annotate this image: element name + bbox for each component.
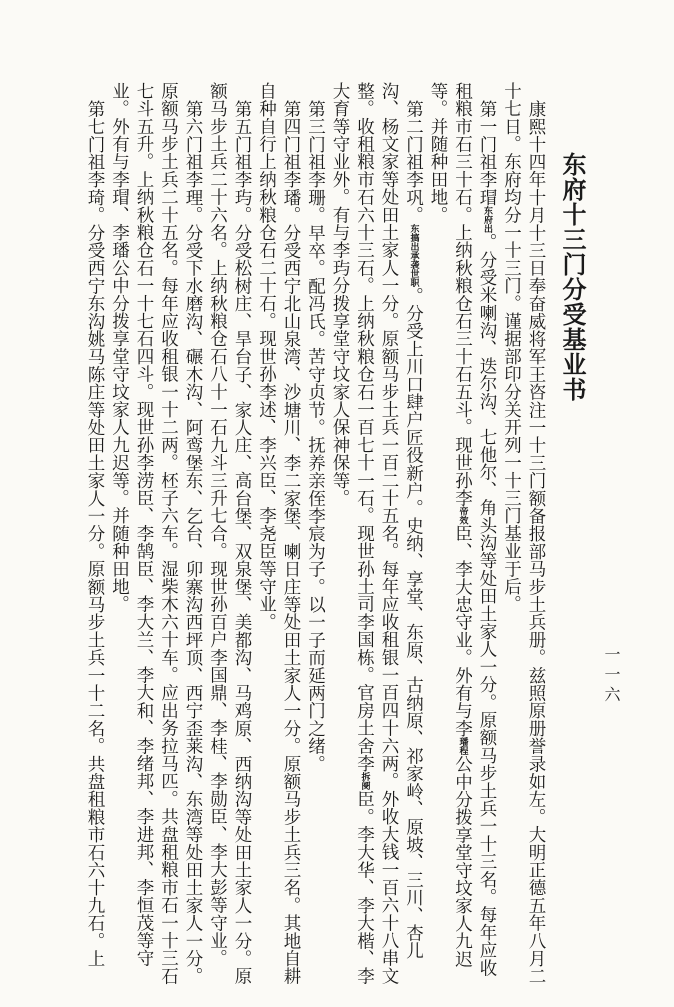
- body-text: [85, 82, 548, 987]
- page-number: 一一六: [602, 646, 621, 706]
- paragraph: [254, 82, 303, 987]
- text-run: 第六门祖李理。分受下水磨沟、碾木沟、阿鸾堡东、乞台、卯寨沟西坪顶、西宁歪莱沟、东湾等处田土家人一分。原额马步土兵二十五名。每年应收租银一十二两。柸子六车。湿柴木六十车。应出务拉马匹。共盘租粮市石一十三石七斗五升。上纳秋粮仓石一十七石四斗。现世孙李涝臣、李鹄臣、李大兰、李大和、李绪邦、李进邦、李恒茂等守业。外有与李瑁、李璠公中分拨享堂守坟家人九迟等。并随种田地。: [109, 82, 203, 985]
- text-run: 第七门祖李琦。分受西宁东沟姚马陈庄等处田土家人一分。原额马步土兵一十二名。共盘租粮市石六十九石。上: [85, 99, 105, 967]
- text-run: 第三门祖李珊。早卒。配冯氏。苦守贞节。抚养亲侄李宸为子。以一子而延两门之绪。: [305, 99, 326, 773]
- text-run: 第一门祖李瑁: [477, 99, 497, 206]
- text-run: 臣。李大华、李大楷、李大育等守业外。有与李玙分拨享堂守坟家人保神保等。: [330, 82, 375, 986]
- paragraph: [499, 82, 548, 987]
- interlinear-note: 帝效: [457, 506, 468, 525]
- text-run: 。分受上川口肆户匠役新户。史纳、享堂、东原、古纳原、祁家岭、原坡、三川、杏儿沟、杨文家等处田土家人一分。原额马步土兵一百二十五名。每年应收租银一百四十六两。外收大钱一百六十八串文整。收租粮市石六十三石。上纳秋粮仓石一百七十一石。现世孙土司李国栋。官房土舍李: [354, 82, 424, 985]
- text-run: 第二门祖李巩。: [403, 99, 424, 224]
- paragraph: [107, 82, 205, 987]
- paragraph: [426, 82, 500, 987]
- text-run: 康熙十四年十月十三日奉奋威将军王咨注一十三门额备报部马步土兵册。兹照原册誉录如左。大明正德五年八月二十七日。东府均分一十三门。谨据部印分关开列一十三门基业于后。: [501, 82, 546, 985]
- paragraph: [205, 82, 254, 987]
- paragraph: [83, 82, 108, 987]
- interlinear-note: 东府出: [482, 205, 492, 233]
- text-run: 。分受米喇沟、迭尔沟、七他尔、角头沟等处田土家人一分。原额马步土兵一十三名。每年应收租粮市石三十石。上纳秋粮仓石三十石五斗。现世孙李: [452, 82, 497, 977]
- interlinear-note: 璠程: [457, 737, 468, 756]
- paragraph: [328, 82, 426, 987]
- text-run: 臣、李大忠守业。外有与李: [452, 524, 473, 738]
- paragraph: [303, 82, 328, 987]
- interlinear-note: 拆阌: [359, 772, 370, 791]
- text-run: 公中分拨享堂守坟家人九迟等。并随种田地。: [428, 82, 473, 968]
- text-run: 第四门祖李璠。分受西宁北山泉湾、沙塘川、李二家堡、喇日庄等处田土家人一分。原额马步土兵三名。其地自耕自种自行上纳秋粮仓石二十石。现世孙李述、李兴臣、李尧臣等守业。: [256, 82, 301, 985]
- interlinear-note: 东搞出承袭世职: [408, 223, 419, 287]
- section-title: 东府十三门分受基业书: [558, 152, 586, 402]
- text-run: 第五门祖李玙。分受松树庄、旱台子、家人庄、高台堡、双泉堡、美都沟、马鸡原、西纳沟等处田土家人一分。原额马步土兵二十六名。上纳秋粮仓石八十一石九斗三升七合。现世孙百户李国鼎、李桂、李勋臣、李大彭等守业。: [207, 82, 252, 985]
